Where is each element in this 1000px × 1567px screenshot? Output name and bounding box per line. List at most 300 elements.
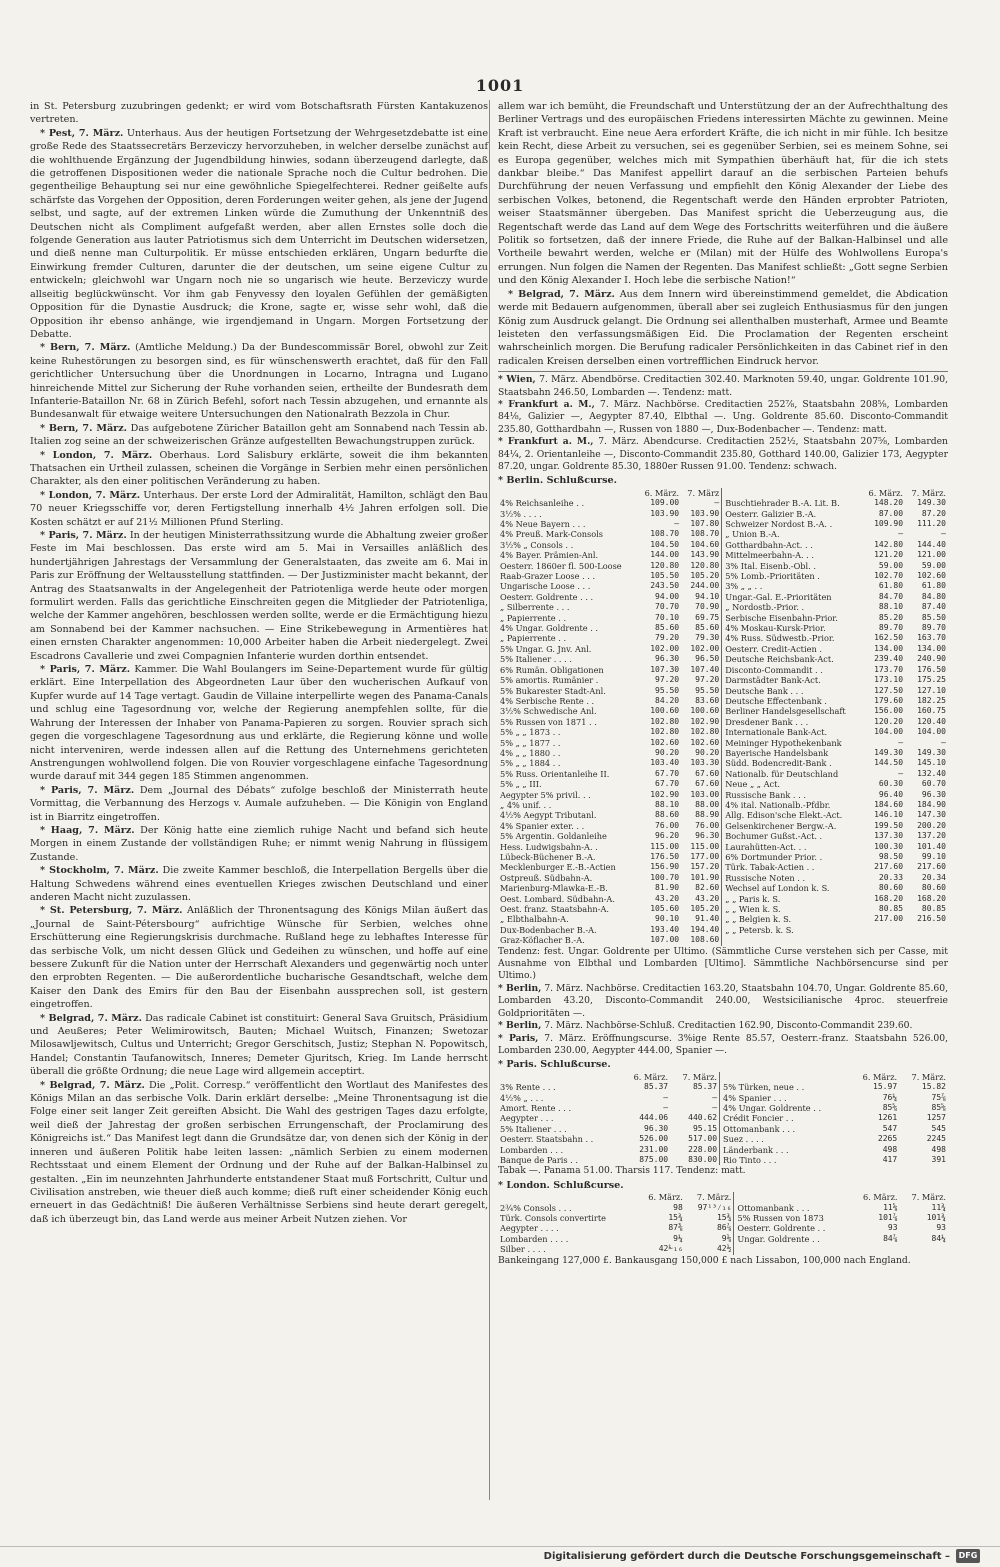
quote-value: 100.60: [650, 706, 680, 716]
empty-cell: [735, 1192, 851, 1202]
quote-value: 94.00: [655, 591, 680, 601]
dateline: * Berlin,: [498, 1020, 542, 1032]
paragraph-text: (Amtliche Meldung.) Da der Bundescommissär Borel, obwohl zur Zeit keine Ruhestörungen zu besorgen sind, es für wünschenswerth erachtet, daß für den Fall gerichtlicher Untersuchung über die Unordnungen in Locarno, Intragna und Lugano hinreichende Mittel zur Sicherung der Ruhe vorhanden seien, ertheilte der Bundesrath dem Infanterie-Bataillon Nr. 68 in Zürich Befehl, sofort nach Tessin abzugehen, und ernannte als Bundesanwalt für etwaige weitere Untersuchungen den Nationalrath Bezzola in Chur.: [30, 342, 488, 421]
security-name: 5% Italiener . . .: [500, 1123, 567, 1134]
security-name: Internationale Bank-Act.: [725, 727, 828, 738]
dateline: * Paris, 7. März.: [40, 784, 135, 796]
date-header: 6. März.: [633, 1071, 669, 1082]
quote-value: [862, 925, 905, 935]
page-number: 1001: [475, 76, 525, 95]
security-name: 3% Rente . . .: [500, 1082, 556, 1093]
quote-value: 143.90: [690, 550, 720, 560]
quote-value: 2245: [926, 1134, 946, 1144]
table-row: [498, 581, 948, 591]
quote-value: 102.00: [650, 643, 680, 653]
security-name: Silber . . . .: [500, 1244, 546, 1255]
quote-value: 97.20: [655, 675, 680, 685]
dateline: * Frankfurt a. M.,: [498, 436, 594, 448]
quote-value: 90.20: [655, 747, 680, 757]
table-row: [498, 623, 948, 633]
quote-value: 85.20: [878, 612, 904, 622]
quote-value: 15.97: [873, 1082, 898, 1092]
column-divider: [489, 100, 490, 1500]
quote-value: 121.00: [917, 550, 946, 560]
quote-value: 61.80: [878, 581, 904, 591]
table-row: [498, 852, 948, 862]
quote-value: 84.70: [878, 591, 904, 601]
quote-value: 146.10: [874, 810, 904, 820]
quote-value: 231.00: [639, 1144, 669, 1154]
table-row: [498, 914, 948, 924]
security-name: 4% Bayer. Prämien-Anl.: [500, 550, 599, 561]
quote-value: 84¼: [931, 1233, 946, 1243]
table-row: [498, 550, 948, 560]
dateline: * Berlin,: [498, 982, 542, 994]
quote-value: 96.30: [921, 789, 946, 799]
quote-value: 85.60: [655, 623, 680, 633]
quote-value: [862, 935, 905, 945]
table-row: [498, 894, 948, 904]
quote-value: 102.90: [650, 789, 680, 799]
quote-value: 87.20: [921, 508, 946, 518]
date-header: 7. März.: [911, 487, 946, 498]
security-name: Oest. franz. Staatsbahn-A.: [500, 904, 609, 915]
quote-value: 11⅝: [883, 1202, 898, 1212]
quote-value: 134.00: [917, 643, 946, 653]
dateline: * Belgrad, 7. März.: [40, 1079, 145, 1091]
news-paragraph: [30, 341, 488, 421]
quote-value: 104.00: [917, 727, 946, 737]
market-text: 7. März. Nachbörse. Creditactien 252⅞, Staatsbahn 208⅝, Lombarden 84⅛, Galizier —, Aegypter 87.40, Elbthal —. Ung. Goldrente 85.60. Disconto-Commandit 235.80, Gotthardbahn —, Russen von 1880 —, Dux-Bodenbacher —. Tendenz: matt.: [498, 398, 948, 435]
quote-value: 88.60: [655, 810, 680, 820]
security-name: Oesterr. Goldrente . .: [737, 1223, 826, 1234]
table-row: [498, 862, 948, 872]
table-row: [498, 1134, 948, 1144]
quote-value: 545: [931, 1123, 946, 1133]
table-row: [498, 1213, 948, 1223]
quote-value: 160.75: [917, 706, 946, 716]
paragraph-text: Kammer. Die Wahl Boulangers im Seine-Departement wurde für gültig erklärt. Eine Interpellation des Abgeordneten Laur über den wucherischen Aufkauf von Kupfer wurde auf 14 Tage vertagt. Gaudin de Villaine interpellirte wegen des Panama-Canals und schlug eine Tagesordnung vor, welche der Regierung anempfehlen sollte, für die Wahrung der Interessen der Inhaber von Panama-Papieren zu sorgen. Rouvier sprach sich gegen die vorgeschlagene Tagesordnung aus und erklärte, die Regierung könne und wolle nicht interveniren, werde indessen allen auf die Rettung des Unternehmens gerichteten Anstrengungen wohlwollend folgen. Die von Rouvier vorgeschlagene einfache Tagesordnung wurde darauf mit 344 gegen 185 Stimmen angenommen.: [30, 664, 489, 783]
table-header-row: [498, 488, 948, 498]
security-name: „ Silberrente . . .: [500, 602, 570, 613]
quote-value: 102.70: [874, 571, 904, 581]
quote-value: 96.50: [695, 654, 720, 664]
security-name: 4% Reichsanleihe . .: [500, 498, 585, 509]
quote-value: 182.25: [917, 695, 946, 705]
quote-value: [905, 925, 948, 935]
quote-value: 148.20: [874, 498, 904, 508]
quote-value: 82.60: [695, 883, 720, 893]
quote-value: 199.50: [874, 820, 904, 830]
quote-value: 137.20: [917, 831, 946, 841]
quote-value: 70.10: [655, 612, 680, 622]
quote-value: 102.80: [650, 716, 680, 726]
footer-credit: Digitalisierung gefördert durch die Deutsche Forschungsgemeinschaft –: [543, 1551, 950, 1562]
market-frankfurt-nachboerse: [498, 399, 948, 436]
quote-value: 97.20: [695, 675, 720, 685]
quote-value: 144.50: [874, 758, 904, 768]
security-name: Darmstädter Bank-Act.: [725, 675, 821, 686]
news-paragraph: [30, 422, 488, 449]
security-name: 5% Russen von 1871 . .: [500, 716, 597, 727]
quote-value: 108.70: [650, 529, 680, 539]
dateline: * Haag, 7. März.: [40, 824, 135, 836]
paragraph-text: Das aufgebotene Züricher Bataillon geht am Sonnabend nach Tessin ab. Italien zog seine an der schweizerischen Gränze aufgestellten Bewachungstruppen zurück.: [30, 422, 488, 448]
quote-value: 98.50: [878, 852, 904, 861]
security-name: 4% Serbische Rente . .: [500, 695, 595, 706]
quote-value: 217.60: [917, 862, 946, 872]
table-row: [498, 727, 948, 737]
quote-value: 391: [931, 1154, 946, 1164]
security-name: Mecklenburger E.-B.-Actien: [500, 862, 616, 873]
quote-value: 89.70: [921, 623, 946, 633]
market-berlin-schluss: [498, 1020, 948, 1032]
table-row: [498, 1145, 948, 1155]
news-paragraph: [498, 288, 948, 368]
date-header: 6. März.: [868, 487, 904, 498]
quote-value: 875.00: [639, 1154, 669, 1164]
quote-value: 120.80: [690, 560, 720, 570]
quote-value: 228.00: [688, 1144, 718, 1154]
quote-value: 157.20: [690, 862, 720, 872]
quote-value: 60.70: [921, 779, 946, 789]
dateline: * Frankfurt a. M.,: [498, 398, 595, 410]
security-name: Ostpreuß. Südbahn-A.: [500, 872, 593, 883]
news-paragraph: [30, 127, 488, 342]
dateline: * Belgrad, 7. März.: [40, 1012, 142, 1024]
quote-value: 121.20: [874, 550, 904, 560]
quote-value: 168.20: [874, 893, 904, 903]
quote-value: 547: [882, 1123, 898, 1133]
news-paragraph: [30, 663, 488, 784]
quote-value: —: [941, 737, 946, 747]
dateline: * Stockholm, 7. März.: [40, 865, 159, 877]
quote-value: 217.60: [874, 862, 904, 872]
dateline: * Pest, 7. März.: [40, 127, 124, 139]
market-text: 7. März. Nachbörse. Creditactien 163.20, Staatsbahn 104.70, Ungar. Goldrente 85.60, Lombarden 43.20, Disconto-Commandit 240.00, Westsicilianische 4proc. steuerfreie Goldprioritäten —.: [498, 982, 948, 1019]
quote-value: 115.00: [690, 841, 720, 851]
quote-value: 102.60: [917, 571, 946, 581]
quote-value: 89.70: [878, 623, 904, 633]
table-row: [498, 509, 948, 519]
quote-value: —: [898, 768, 904, 778]
right-column-text: [498, 100, 948, 368]
security-name: Länderbank . . .: [723, 1144, 789, 1155]
quote-value: —: [714, 498, 720, 508]
quote-value: 91.40: [695, 914, 720, 924]
quote-value: 179.60: [874, 695, 904, 705]
security-name: Lombarden . . . .: [500, 1233, 569, 1244]
quote-value: 99.10: [921, 852, 946, 861]
market-paris-eroeffnung: [498, 1033, 948, 1058]
quote-value: 15¾: [668, 1213, 683, 1222]
quote-value: 1257: [926, 1113, 946, 1123]
security-name: Marienburg-Mlawka-E.-B.: [500, 883, 608, 894]
divider: [498, 371, 948, 372]
london-heading: * London. Schlußcurse.: [498, 1179, 624, 1191]
quote-value: 88.90: [695, 810, 720, 820]
market-text: 7. März. Abendbörse. Creditactien 302.40. Marknoten 59.40, ungar. Goldrente 101.90, Staatsbahn 246.50, Lombarden —. Tendenz: matt.: [498, 374, 949, 398]
quote-value: 61.80: [921, 581, 946, 591]
quote-value: 95.50: [655, 685, 680, 695]
quote-value: 102.80: [650, 727, 680, 737]
table-row: [498, 529, 948, 539]
dateline: * Paris,: [498, 1032, 539, 1044]
security-name: 6% Rumän. Obligationen: [500, 664, 604, 675]
security-name: 5% Russ. Orientanleihe II.: [500, 768, 610, 779]
paragraph-text: Oberhaus. Lord Salisbury erklärte, soweit die ihm bekannten Thatsachen ein Urtheil zulassen, scheinen die Vorgänge in Serbien mehr einen persönlichen Charakter, als den einer politischen Veränderung zu haben.: [30, 449, 489, 488]
quote-value: 2265: [877, 1134, 898, 1144]
quote-value: 175.25: [917, 675, 946, 685]
market-text: 7. März. Abendcurse. Creditactien 252½, Staatsbahn 207⅝, Lombarden 84¼, 2. Orientanleihe —, Disconto-Commandit 235.80, Gotthard 140.00, Galizier 173, Aegypter 87.20, ungar. Goldrente 85.30, 1880er Russen 91.00. Tendenz: schwach.: [498, 436, 948, 472]
quote-value: 149.30: [874, 747, 904, 757]
news-paragraph: [30, 824, 488, 864]
quote-value: 149.30: [917, 747, 946, 757]
quote-value: 144.00: [650, 550, 680, 560]
table-row: [498, 1082, 948, 1092]
quote-value: 115.00: [650, 841, 680, 851]
quote-value: —: [898, 737, 904, 747]
quote-value: 11¾: [931, 1202, 946, 1212]
security-name: Dux-Bodenbacher B.-A.: [500, 924, 597, 935]
security-name: Buschtiehrader B.-A. Lit. B.: [725, 498, 840, 509]
quote-value: 104.60: [690, 539, 720, 549]
quote-value: 517.00: [688, 1134, 718, 1144]
security-name: 4% ital. Nationalb.-Pfdbr.: [725, 799, 831, 810]
security-name: Deutsche Reichsbank-Act.: [725, 654, 834, 665]
security-name: 4½% „ . . .: [500, 1092, 544, 1103]
security-name: 4% Moskau-Kursk-Prior.: [725, 623, 826, 634]
security-name: Oesterr. Galizier B.-A.: [725, 508, 817, 519]
quote-value: 102.90: [690, 716, 720, 726]
quote-value: 102.60: [690, 737, 720, 747]
security-name: Bochumer Gußst.-Act. .: [725, 831, 823, 842]
security-name: Ungar.-Gal. E.-Prioritäten: [725, 591, 832, 602]
quote-value: 93: [887, 1223, 898, 1233]
security-name: Mittelmeerbahn-A. . .: [725, 550, 814, 561]
table-row: [498, 810, 948, 820]
date-header: 7. März.: [911, 1192, 946, 1203]
quote-value: 111.20: [917, 519, 946, 528]
quote-value: 498: [882, 1144, 898, 1154]
security-name: Ottomanbank . . .: [723, 1123, 796, 1134]
quote-value: —: [712, 1092, 718, 1102]
quote-value: 85⅝: [931, 1102, 946, 1112]
news-paragraph: [30, 864, 488, 904]
table-row: [498, 821, 948, 831]
security-name: „ Papierrente . .: [500, 633, 567, 644]
news-paragraph: [30, 1012, 488, 1079]
news-paragraph: [30, 449, 488, 489]
security-name: Serbische Eisenbahn-Prior.: [725, 612, 838, 623]
quote-value: —: [674, 519, 680, 528]
security-name: Berliner Handelsgesellschaft: [725, 706, 846, 717]
quote-value: 102.60: [650, 737, 680, 747]
quote-value: 85.37: [644, 1082, 669, 1092]
quote-value: 67.70: [655, 779, 680, 789]
table-row: [498, 706, 948, 716]
footer: [0, 1546, 1000, 1567]
quote-value: 101⅞: [878, 1213, 898, 1222]
quote-value: 498: [931, 1144, 946, 1154]
quote-value: 109.90: [874, 519, 904, 528]
quote-value: 217.00: [874, 914, 904, 924]
security-name: 4% Russ. Südwestb.-Prior.: [725, 633, 835, 644]
quote-value: 200.20: [917, 820, 946, 830]
table-row: [498, 790, 948, 800]
news-paragraph: [30, 100, 488, 127]
table-row: [498, 1223, 948, 1233]
quote-value: 108.60: [690, 935, 720, 945]
empty-cell: [498, 488, 638, 498]
quote-value: 95.50: [695, 685, 720, 695]
quote-value: 105.60: [650, 904, 680, 914]
quote-value: 105.20: [690, 904, 720, 914]
quote-value: [851, 1244, 899, 1254]
security-name: Oesterr. 1860er fl. 500-Loose: [500, 560, 622, 571]
date-header: 6. März.: [863, 1192, 898, 1203]
quote-value: 103.40: [650, 758, 680, 768]
paragraph-text: in St. Petersburg zuzubringen gedenkt; er wird vom Botschaftsrath Fürsten Kantakuzenos vertreten.: [30, 101, 488, 126]
quote-value: 526.00: [639, 1134, 669, 1144]
quote-value: 216.50: [917, 914, 946, 924]
news-paragraph: [30, 529, 488, 663]
market-text: 7. März. Eröffnungscurse. 3%ige Rente 85.57, Oesterr.-franz. Staatsbahn 526.00, Lombarden 230.00, Aegypter 444.00, Spanier —.: [498, 1032, 948, 1056]
security-name: Aegypter 5% privil. . .: [500, 789, 591, 800]
security-name: 5% „ „ III.: [500, 779, 542, 790]
security-name: Neue „ „ Act.: [725, 779, 781, 790]
quote-value: —: [712, 1102, 718, 1112]
table-row: [498, 602, 948, 612]
quote-value: 87.00: [878, 508, 904, 518]
quote-value: 193.40: [650, 924, 680, 934]
dateline: * London, 7. März.: [40, 489, 141, 501]
quote-value: 163.70: [917, 633, 946, 643]
quote-value: 239.40: [874, 654, 904, 664]
paragraph-text: Der König hatte eine ziemlich ruhige Nacht und befand sich heute Morgen in einem Zustande der vollständigen Ruhe; er nimmt wenig Nahrung in flüssigem Zustande.: [30, 824, 489, 863]
quote-value: 156.00: [874, 706, 904, 716]
quote-value: 145.10: [917, 758, 946, 768]
quote-value: 830.00: [688, 1154, 718, 1164]
quote-value: 9¼: [673, 1233, 683, 1243]
security-name: „ Elbthalbahn-A.: [500, 914, 569, 925]
quote-value: 105.50: [650, 571, 680, 581]
quote-value: 176.50: [650, 852, 680, 861]
berlin-note: Tendenz: fest. Ungar. Goldrente per Ultimo. (Sämmtliche Curse verstehen sich per Casse, mit Ausnahme von Elbthal und Lombarden [Ultimo]. Sämmtliche Nachbörsencurse sind per Ultimo.): [498, 945, 948, 982]
security-name: 3½% . . . .: [500, 508, 542, 519]
security-name: 4% Preuß. Mark-Consols: [500, 529, 603, 540]
quote-value: 440.62: [688, 1113, 718, 1123]
security-name: 2¾% Consols . . .: [500, 1202, 572, 1213]
quote-value: 67.60: [695, 768, 720, 778]
table-row: [498, 935, 948, 945]
table-row: [498, 644, 948, 654]
quote-value: 85.60: [695, 623, 720, 633]
security-name: Aegypter . . .: [500, 1113, 554, 1124]
quote-value: 102.80: [690, 727, 720, 737]
quote-value: 70.70: [655, 602, 680, 612]
security-name: 4% Spanier exter. . .: [500, 820, 585, 831]
quote-value: 95.15: [692, 1123, 718, 1133]
quote-value: 173.10: [874, 675, 904, 685]
quote-value: 81.90: [655, 883, 680, 893]
security-name: Hess. Ludwigsbahn-A. .: [500, 841, 598, 852]
paragraph-text: Dem „Journal des Débats“ zufolge beschloß der Ministerrath heute Vormittag, die Verbannung des Herzogs v. Aumale aufzuheben. — Die Königin von England ist in Biarritz eingetroffen.: [30, 784, 489, 823]
paragraph-text: Aus dem Innern wird übereinstimmend gemeldet, die Abdication werde mit Bedauern aufgenommen, überall aber sei zugleich Enthusiasmus für den jungen König zum Ausdruck gelangt. Die Ordnung sei allenthalben musterhaft, Armee und Beamte leisteten den verfassungsmäßigen Eid. Die Proclamation der Regenten erscheint wahrscheinlich morgen. Die Berufung radicaler Persönlichkeiten in das Cabinet rief in den radicalen Kreisen derselben einen vortrefflichen Eindruck hervor.: [498, 288, 948, 367]
table-row: [498, 613, 948, 623]
security-name: „ Nordostb.-Prior. .: [725, 602, 805, 613]
table-row: [498, 873, 948, 883]
security-name: 5% Türken, neue . .: [723, 1082, 805, 1093]
table-row: [498, 675, 948, 685]
quote-value: 147.30: [917, 810, 946, 820]
quote-value: 76.00: [655, 820, 680, 830]
table-row: [498, 842, 948, 852]
quote-value: 59.00: [921, 560, 946, 570]
security-name: Russische Noten . .: [725, 872, 806, 883]
quote-value: 107.30: [650, 664, 680, 674]
dateline: * London, 7. März.: [40, 449, 153, 461]
security-name: Oesterr. Goldrente . . .: [500, 591, 594, 602]
quote-value: 194.40: [690, 924, 720, 934]
security-name: 4% „ „ 1880 . .: [500, 747, 561, 758]
table-row: [498, 498, 948, 508]
table-row: [498, 696, 948, 706]
security-name: 4% Ungar. Goldrente . .: [500, 623, 599, 634]
quote-value: 102.00: [690, 643, 720, 653]
quote-value: 177.00: [690, 852, 720, 861]
quote-value: 98: [673, 1202, 683, 1212]
quote-value: 107.40: [690, 664, 720, 674]
quote-value: 15¾: [716, 1213, 732, 1222]
empty-cell: [498, 1072, 621, 1082]
quote-value: 80.85: [878, 904, 904, 914]
quote-value: 70.90: [695, 602, 720, 612]
security-name: Russische Bank . . .: [725, 789, 806, 800]
table-row: [498, 779, 948, 789]
quote-value: 96.30: [655, 654, 680, 664]
quote-value: 243.50: [650, 581, 680, 591]
quote-value: 120.20: [874, 716, 904, 726]
security-name: „ „ Belgien k. S.: [725, 914, 792, 925]
quote-value: 144.40: [917, 539, 946, 549]
security-name: Disconto-Commandit . .: [725, 664, 823, 675]
table-row: [498, 1155, 948, 1165]
quote-value: —: [898, 529, 904, 539]
quote-value: 84.20: [655, 695, 680, 705]
paragraph-text: allem war ich bemüht, die Freundschaft und Unterstützung der an der Aufrechthaltung des Berliner Vertrags und des europäischen Friedens interessirten Mächte zu gewinnen. Meine Kraft ist verbraucht. Eine neue Aera erfordert Kräfte, die ich nicht in mir fühle. Ich besitze kein Recht, diese Arbeit zu versuchen, sei es gegenüber Serbien, sei es meinem Sohne, sei es Europa gegenüber, welches mich mit Sympathien überhäuft hat, für die ich stets dankbar bleibe.“ Das Manifest appellirt darauf an die serbischen Parteien behufs Durchführung der neuen Verfassung und empfiehlt den König Alexander der Liebe des serbischen Volkes, betonend, die Regentschaft werde den Händen erprobter Patrioten, weiser Staatsmänner übergeben. Das Manifest spricht die Ueberzeugung aus, die Regentschaft werde das Land auf dem Wege des Fortschritts weiterführen und die äußere Politik so fortsetzen, daß der innere Friede, die Ruhe auf der Balkan-Halbinsel und alle Vortheile bewahrt werden, welche er (Milan) mit der Hülfe des Wohlwollens Europa's errungen. Nun folgen die Namen der Regenten. Das Manifest schließt: „Gott segne Serbien und den König Alexander I. Hoch lebe die serbische Nation!“: [498, 101, 948, 287]
security-name: 5% Argentin. Goldanleihe: [500, 831, 607, 842]
quote-value: 127.10: [917, 685, 946, 695]
table-row: [498, 686, 948, 696]
date-header: 7. März.: [682, 1071, 718, 1082]
security-name: „ „ Paris k. S.: [725, 893, 781, 904]
quote-value: 101.90: [690, 872, 720, 882]
security-name: 4½% Aegypt Tributanl.: [500, 810, 597, 821]
table-row: [498, 1203, 948, 1213]
security-name: Gotthardbahn-Act. . .: [725, 539, 813, 550]
quote-value: 127.50: [874, 685, 904, 695]
quote-value: 88.10: [878, 602, 904, 612]
quote-value: 85.37: [692, 1082, 718, 1092]
date-header: 7. März: [687, 487, 720, 498]
date-header: 7. März.: [911, 1071, 946, 1082]
dateline: * St. Petersburg, 7. März.: [40, 905, 183, 917]
security-name: Schweizer Nordost B.-A. .: [725, 519, 833, 529]
table-row: [498, 571, 948, 581]
quote-value: 67.70: [655, 768, 680, 778]
quote-value: 103.90: [690, 508, 720, 518]
